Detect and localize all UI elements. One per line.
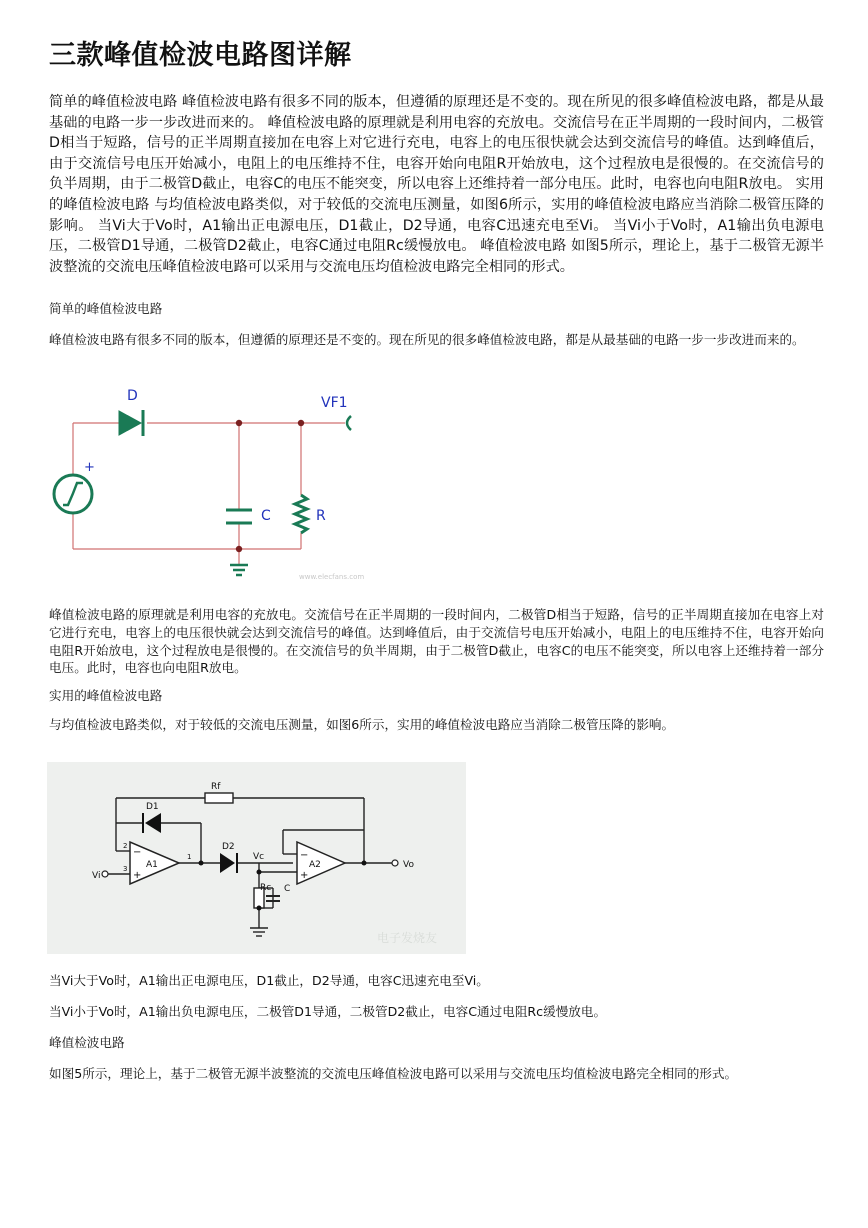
pin3-label: 3 — [123, 865, 128, 873]
section2-para1: 与均值检波电路类似，对于较低的交流电压测量，如图6所示，实用的峰值检波电路应当消除二极管压降的影响。 — [49, 717, 675, 732]
d2-label: D2 — [222, 842, 235, 852]
page-title: 三款峰值检波电路图详解 — [49, 40, 352, 71]
pin1-label: 1 — [187, 853, 192, 861]
rf-label: Rf — [211, 782, 221, 792]
a2-label: A2 — [309, 860, 321, 870]
d1-label: D1 — [146, 802, 159, 812]
output-label: VF1 — [321, 395, 348, 411]
vi-label: Vi — [92, 871, 101, 881]
rc-label: Rc — [260, 883, 272, 893]
watermark: www.elecfans.com — [299, 573, 365, 581]
capacitor-label: C — [261, 508, 271, 524]
a1-minus-label: − — [133, 847, 142, 858]
diode-label: D — [127, 388, 138, 404]
watermark-2: 电子发烧友 — [377, 931, 438, 945]
intro-paragraph: 简单的峰值检波电路 峰值检波电路有很多不同的版本，但遵循的原理还是不变的。现在所见的很多峰值检波电路，都是从最基础的电路一步一步改进而来的。 峰值检波电路的原理就是利用电容的充放电。交流信号在正半周期的一段时间内，二极管D相当于短路，信号的正半周期直接加在电容上对它进行充电，电容上的电压很快就会达到交流信号的峰值。达到峰值后，由于交流信号电压开始减小，电阻上的电压维持不住，电容开始向电阻R开始放电，这个过程放电是很慢的。在交流信号的负半周期，由于二极管D截止，电容C的电压不能突变，所以电容上还维持着一部分电压。此时，电容也向电阻R放电。 实用的峰值检波电路 与均值检波电路类似，对于较低的交流电压测量，如图6所示，实用的峰值检波电路应当消除二极管压降的影响。 当Vi大于Vo时，A1输出正电源电压，D1截止，D2导通，电容C迅速充电至Vi。 当Vi小于Vo时，A1输出负电源电压，二极管D1导通，二极管D2截止，电容C通过电阻Rc缓慢放电。 峰值检波电路 如图5所示，理论上，基于二极管无源半波整流的交流电压峰值检波电路可以采用与交流电压均值检波电路完全相同的形式。 — [49, 94, 824, 275]
simple-peak-detector-diagram — [49, 383, 385, 588]
diode-d2 — [220, 853, 237, 873]
section1-heading: 简单的峰值检波电路 — [49, 301, 163, 316]
practical-peak-detector-diagram — [47, 762, 466, 954]
vo-label: Vo — [403, 860, 414, 870]
section1-para1: 峰值检波电路有很多不同的版本，但遵循的原理还是不变的。现在所见的很多峰值检波电路，都是从最基础的电路一步一步改进而来的。 — [49, 332, 805, 347]
section2-para3: 当Vi小于Vo时，A1输出负电源电压，二极管D1导通，二极管D2截止，电容C通过电阻Rc缓慢放电。 — [49, 1004, 607, 1019]
diode-d1 — [143, 813, 161, 833]
ac-source — [54, 475, 92, 513]
ground-symbol-2 — [250, 928, 268, 936]
a1-plus-label: + — [133, 870, 142, 881]
a2-plus-label: + — [300, 870, 309, 881]
section2-para2: 当Vi大于Vo时，A1输出正电源电压，D1截止，D2导通，电容C迅速充电至Vi。 — [49, 973, 489, 988]
section3-para1: 如图5所示，理论上，基于二极管无源半波整流的交流电压峰值检波电路可以采用与交流电压均值检波电路完全相同的形式。 — [49, 1066, 738, 1081]
rf-resistor — [205, 793, 233, 803]
vc-label: Vc — [253, 852, 265, 862]
article — [49, 38, 824, 277]
a1-label: A1 — [146, 860, 158, 870]
section1-para2: 峰值检波电路的原理就是利用电容的充放电。交流信号在正半周期的一段时间内，二极管D相当于短路，信号的正半周期直接加在电容上对它进行充电，电容上的电压很快就会达到交流信号的峰值。达到峰值后，由于交流信号电压开始减小，电阻上的电压维持不住，电容开始向电阻R开始放电，这个过程放电是很慢的。在交流信号的负半周期，由于二极管D截止，电容C的电压不能突变，所以电容上还维持着一部分电压。此时，电容也向电阻R放电。 — [49, 607, 824, 676]
section2-heading: 实用的峰值检波电路 — [49, 688, 163, 703]
a2-minus-label: − — [300, 850, 309, 861]
pin2-label: 2 — [123, 842, 128, 850]
section3-heading: 峰值检波电路 — [49, 1035, 125, 1050]
source-plus-label: + — [84, 460, 95, 475]
resistor-label: R — [316, 508, 326, 524]
c-label: C — [284, 884, 291, 894]
